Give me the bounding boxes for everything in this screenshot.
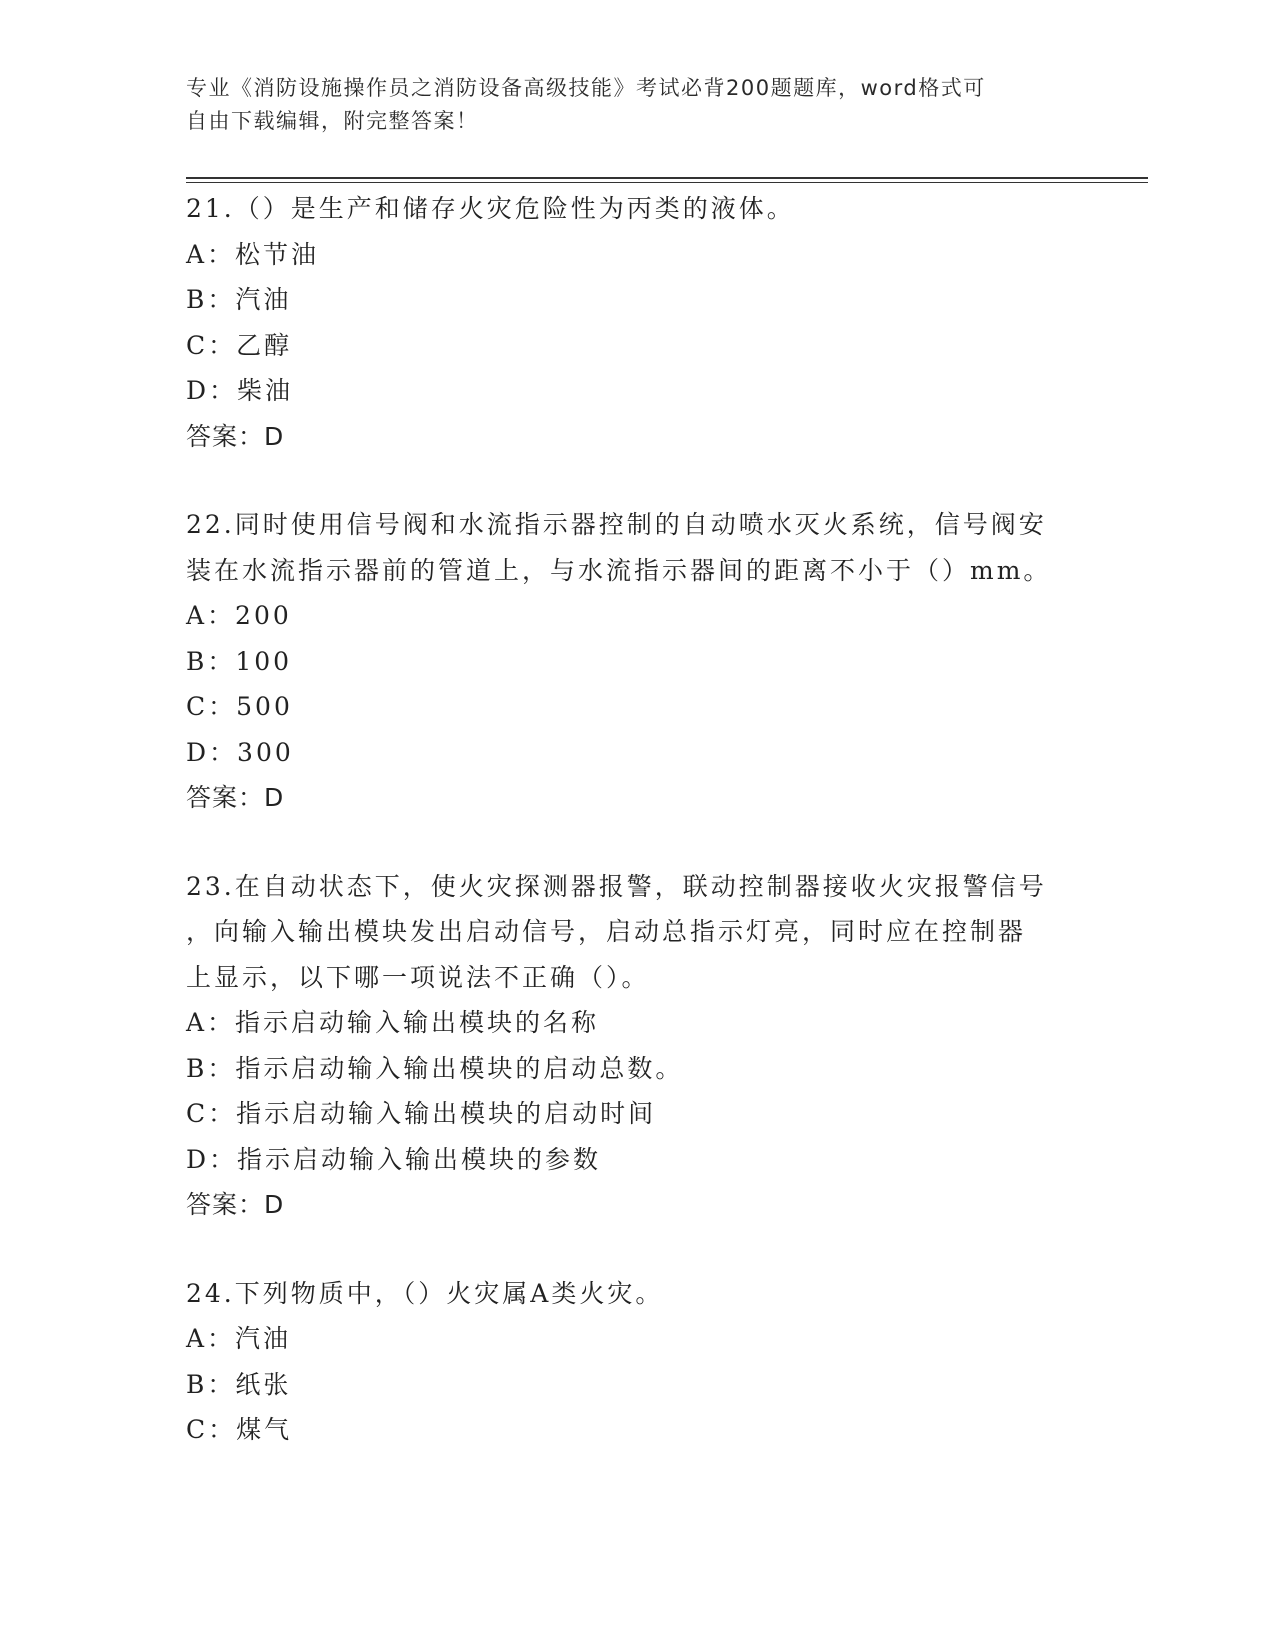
option-b: B：100 (186, 646, 293, 676)
document-header (186, 72, 1086, 138)
answer-line: 答案：D (186, 421, 285, 451)
option-b: B：纸张 (186, 1369, 292, 1399)
question-stem: 23.在自动状态下，使火灾探测器报警，联动控制器接收火灾报警信号 (186, 871, 1047, 901)
option-c: C：煤气 (186, 1415, 293, 1444)
question-list (186, 186, 1086, 1496)
question-stem: 24.下列物质中，（）火灾属A类火灾。 (186, 1278, 664, 1308)
answer-line: 答案：D (186, 1190, 285, 1219)
header-divider-thin (186, 182, 1148, 183)
question-stem: 装在水流指示器前的管道上，与水流指示器间的距离不小于（）mm。 (186, 555, 1052, 585)
option-b: B：汽油 (186, 285, 292, 314)
question-stem: ，向输入输出模块发出启动信号，启动总指示灯亮，同时应在控制器 (186, 917, 1027, 946)
option-c: C：指示启动输入输出模块的启动时间 (186, 1099, 657, 1128)
question-23 (186, 864, 1086, 1228)
question-21 (186, 186, 1086, 459)
option-a: A：200 (186, 601, 292, 630)
header-divider-thick (186, 177, 1148, 179)
question-24 (186, 1271, 1086, 1453)
option-d: D：柴油 (186, 376, 294, 405)
option-d: D：300 (186, 737, 294, 767)
question-stem: 上显示，以下哪一项说法不正确（）。 (186, 962, 650, 992)
option-a: A：松节油 (186, 239, 320, 269)
option-a: A：汽油 (186, 1324, 292, 1353)
header-line-1: 专业《消防设施操作员之消防设备高级技能》考试必背200题题库，word格式可 (186, 76, 986, 100)
option-d: D：指示启动输入输出模块的参数 (186, 1144, 602, 1174)
question-stem: 21.（）是生产和储存火灾危险性为丙类的液体。 (186, 194, 795, 223)
question-22 (186, 502, 1086, 821)
header-line-2: 自由下载编辑，附完整答案！ (186, 109, 479, 133)
option-c: C：乙醇 (186, 330, 293, 360)
option-c: C：500 (186, 692, 293, 721)
question-stem: 22.同时使用信号阀和水流指示器控制的自动喷水灭火系统，信号阀安 (186, 510, 1047, 539)
answer-line: 答案：D (186, 783, 285, 812)
option-a: A：指示启动输入输出模块的名称 (186, 1008, 600, 1037)
option-b: B：指示启动输入输出模块的启动总数。 (186, 1053, 684, 1083)
